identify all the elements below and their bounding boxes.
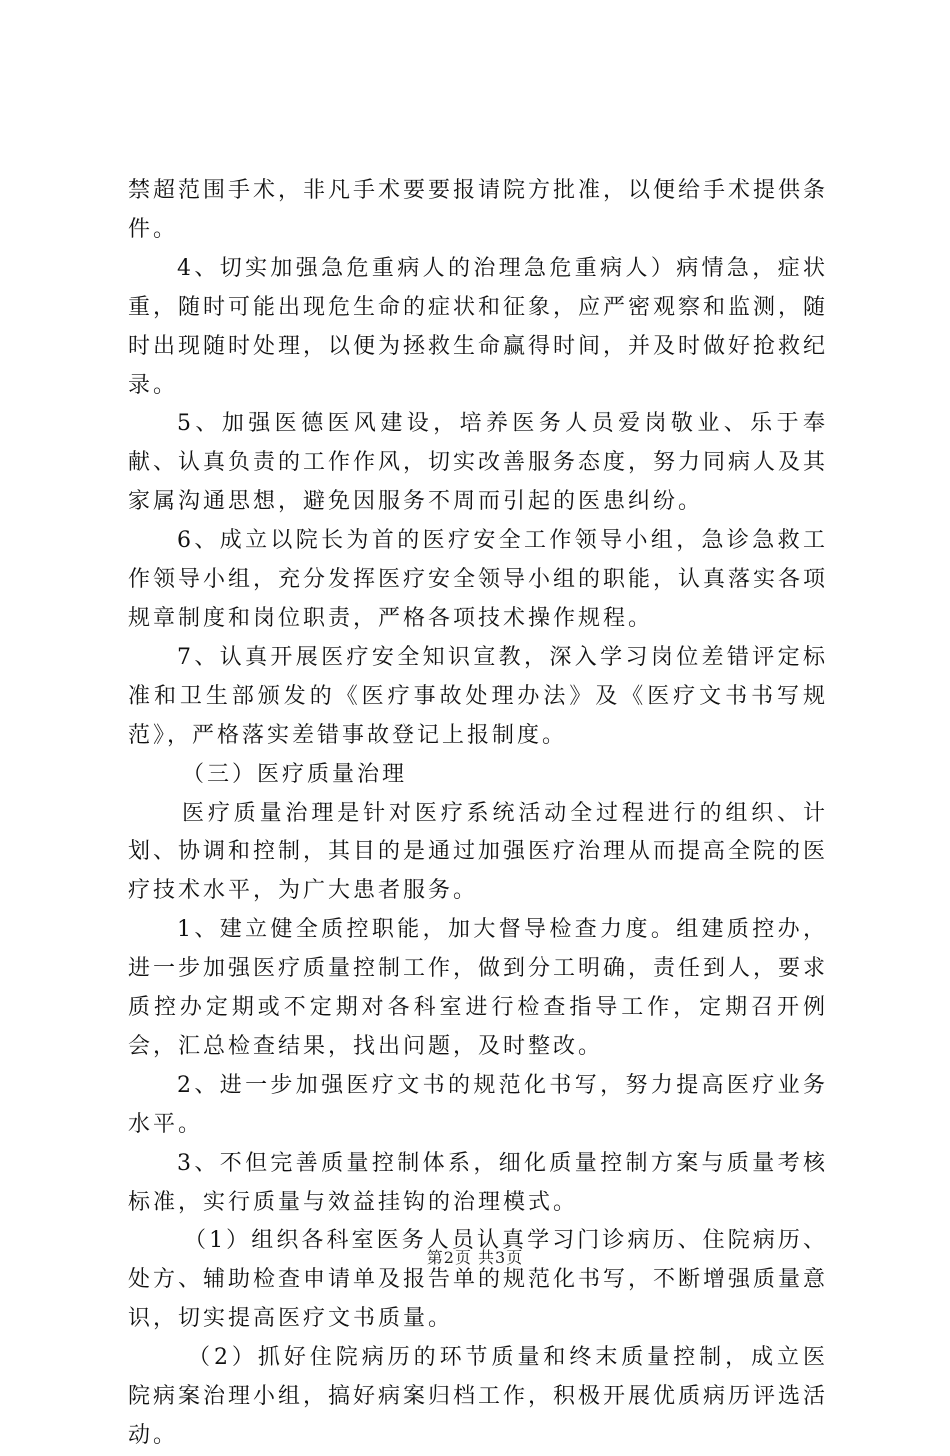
paragraph-item-4: 4、切实加强急危重病人的治理急危重病人）病情急，症状重，随时可能出现危生命的症状和征象，应严密观察和监测，随时出现随时处理，以便为拯救生命赢得时间，并及时做好抢救纪录。 — [128, 255, 829, 398]
paragraph-item-2: 2、进一步加强医疗文书的规范化书写，努力提高医疗业务水平。 — [128, 1072, 828, 1137]
paragraph-item-5: 5、加强医德医风建设，培养医务人员爱岗敬业、乐于奉献、认真负责的工作作风，切实改善服务态度，努力同病人及其家属沟通思想，避免因服务不周而引起的医患纠纷。 — [128, 411, 829, 515]
paragraph-subitem-1: （1）组织各科室医务人员认真学习门诊病历、住院病历、处方、辅助检查申请单及报告单的规范化书写，不断增强质量意识，切实提高医疗文书质量。 — [128, 1228, 829, 1332]
paragraph-item-7: 7、认真开展医疗安全知识宣教，深入学习岗位差错评定标准和卫生部颁发的《医疗事故处理办法》及《医疗文书书写规范》，严格落实差错事故登记上报制度。 — [128, 644, 828, 748]
paragraph-continuation: 禁超范围手术，非凡手术要要报请院方批准，以便给手术提供条件。 — [128, 178, 829, 242]
paragraph-item-6: 6、成立以院长为首的医疗安全工作领导小组，急诊急救工作领导小组，充分发挥医疗安全领导小组的职能，认真落实各项规章制度和岗位职责，严格各项技术操作规程。 — [128, 528, 829, 631]
paragraph-subitem-2: （2）抓好住院病历的环节质量和终末质量控制，成立医院病案治理小组，搞好病案归档工作，积极开展优质病历评选活动。 — [128, 1345, 829, 1448]
paragraph-item-1: 1、建立健全质控职能，加大督导检查力度。组建质控办，进一步加强医疗质量控制工作，做到分工明确，责任到人，要求质控办定期或不定期对各科室进行检查指导工作，定期召开例会，汇总检查结果，找出问题，及时整改。 — [128, 917, 829, 1059]
paragraph-section-intro: 医疗质量治理是针对医疗系统活动全过程进行的组织、计划、协调和控制，其目的是通过加强医疗治理从而提高全院的医疗技术水平，为广大患者服务。 — [128, 800, 829, 904]
page-number-footer: 第2页 共3页 — [426, 1248, 524, 1267]
section-heading: （三）医疗质量治理 — [182, 761, 408, 787]
paragraph-item-3: 3、不但完善质量控制体系，细化质量控制方案与质量考核标准，实行质量与效益挂钩的治理模式。 — [128, 1150, 828, 1215]
